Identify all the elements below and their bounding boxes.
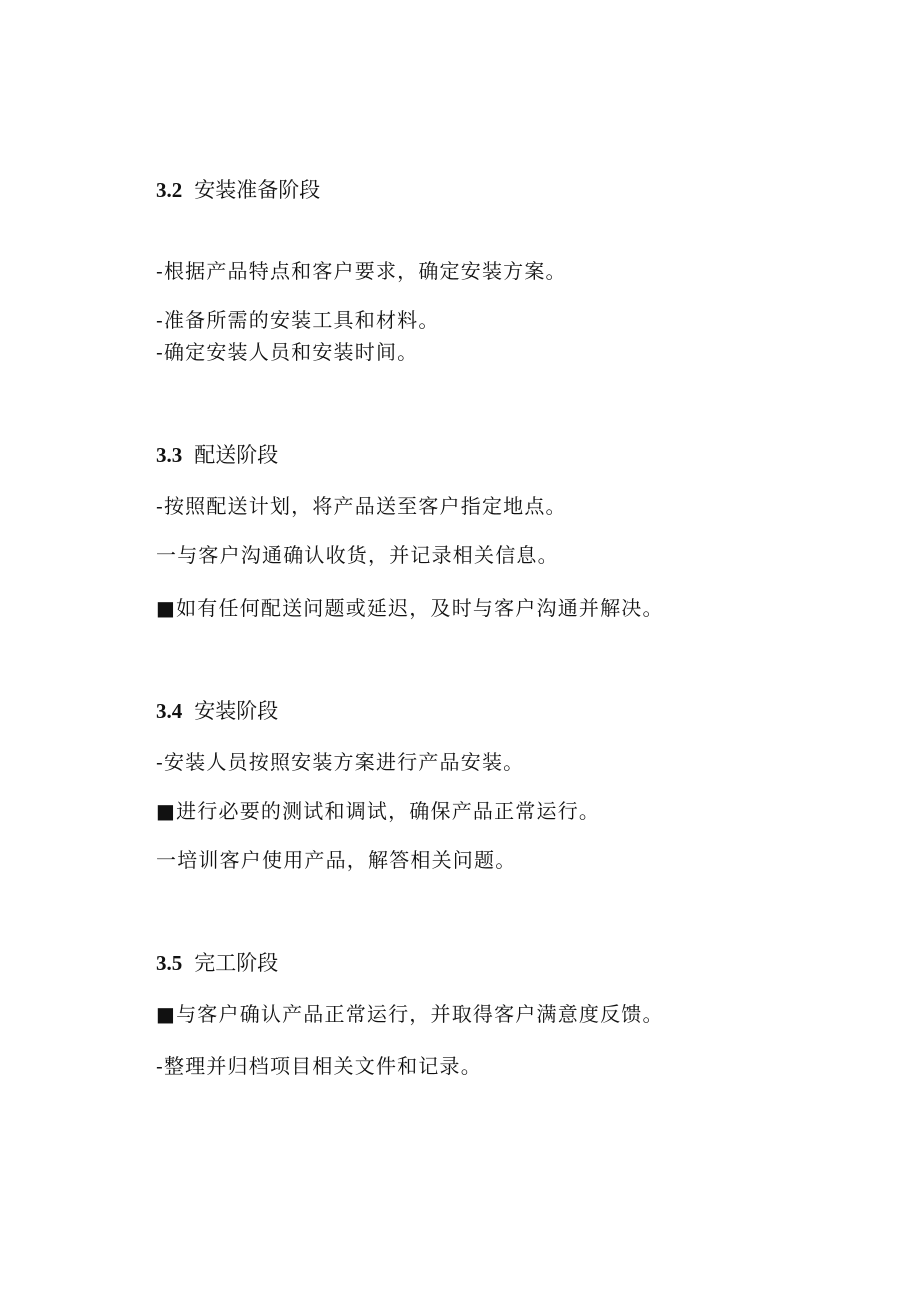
section-heading-3-3	[156, 445, 278, 466]
list-item: 一与客户沟通确认收货，并记录相关信息。	[156, 543, 559, 567]
section-number: 3.4	[156, 699, 183, 723]
list-item: -安装人员按照安装方案进行产品安装。	[156, 750, 525, 774]
section-title: 配送阶段	[194, 443, 279, 467]
section-number: 3.3	[156, 443, 183, 467]
list-item: -确定安装人员和安装时间。	[156, 340, 419, 364]
section-heading-3-5	[156, 953, 278, 974]
section-number: 3.5	[156, 951, 183, 975]
section-title: 安装准备阶段	[194, 178, 321, 202]
section-title: 完工阶段	[194, 951, 279, 975]
section-number: 3.2	[156, 178, 183, 202]
list-item: ■如有任何配送问题或延迟，及时与客户沟通并解决。	[156, 596, 664, 620]
list-item: -按照配送计划，将产品送至客户指定地点。	[156, 494, 567, 518]
list-item: ■与客户确认产品正常运行，并取得客户满意度反馈。	[156, 1002, 664, 1026]
section-title: 安装阶段	[194, 699, 279, 723]
list-item: -整理并归档项目相关文件和记录。	[156, 1054, 482, 1078]
section-heading-3-4	[156, 701, 278, 722]
list-item: 一培训客户使用产品，解答相关问题。	[156, 848, 517, 872]
section-heading-3-2	[156, 180, 320, 201]
list-item: ■进行必要的测试和调试，确保产品正常运行。	[156, 799, 601, 823]
list-item: -根据产品特点和客户要求，确定安装方案。	[156, 259, 567, 283]
list-item: -准备所需的安装工具和材料。	[156, 308, 440, 332]
